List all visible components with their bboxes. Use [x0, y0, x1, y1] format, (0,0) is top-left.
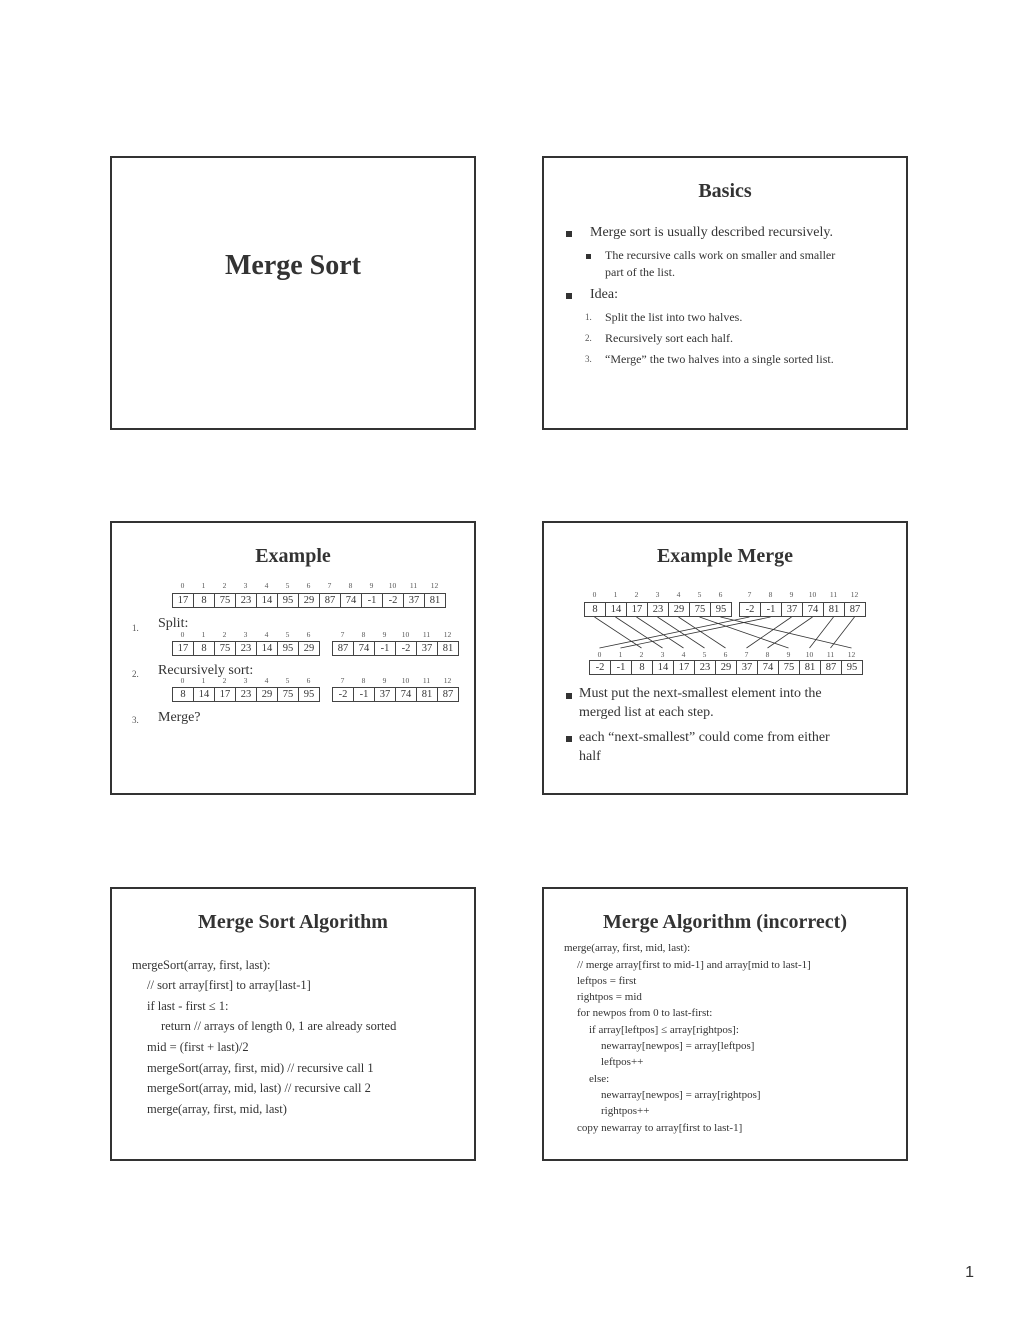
array-cell: -2 [332, 687, 354, 702]
array-cell: 8 [632, 660, 653, 675]
index-label: 7 [747, 590, 752, 599]
array-cell: 74 [341, 593, 362, 608]
array-cell: -1 [611, 660, 632, 675]
array-cell: 75 [690, 602, 711, 617]
index-label: 0 [180, 630, 185, 639]
index-label: 7 [744, 650, 749, 659]
array-cell: 81 [438, 641, 459, 656]
array-cell: -2 [383, 593, 404, 608]
array-cell: 23 [695, 660, 716, 675]
index-label: 9 [789, 590, 794, 599]
array-cell: 75 [215, 593, 236, 608]
index-label: 11 [409, 581, 418, 590]
index-label: 12 [443, 630, 452, 639]
index-label: 8 [361, 630, 366, 639]
array-cell: 8 [172, 687, 194, 702]
index-label: 9 [786, 650, 791, 659]
code-line: // sort array[first] to array[last-1] [147, 978, 311, 992]
array-cell: 29 [669, 602, 690, 617]
index-label: 4 [676, 590, 681, 599]
code-line: merge(array, first, mid, last): [564, 942, 691, 954]
index-label: 1 [618, 650, 623, 659]
sub-bullet-text: part of the list. [605, 265, 675, 279]
code-line: if array[leftpos] ≤ array[rightpos]: [589, 1024, 739, 1036]
array-cell: 74 [758, 660, 779, 675]
index-label: 1 [613, 590, 618, 599]
index-label: 11 [829, 590, 838, 599]
slide-main-title: Merge Sort [224, 250, 362, 281]
array-cell: 37 [737, 660, 758, 675]
array-cell: 37 [782, 602, 803, 617]
bullet-square-icon [566, 693, 572, 699]
index-label: 4 [681, 650, 686, 659]
slide-example [110, 521, 476, 795]
sorted-left-array [172, 687, 320, 702]
index-label: 12 [847, 650, 856, 659]
index-label: 5 [285, 630, 290, 639]
index-label: 2 [222, 630, 227, 639]
index-label: 6 [306, 630, 311, 639]
index-label: 9 [382, 630, 387, 639]
code-line: mergeSort(array, first, last): [132, 958, 271, 972]
index-label: 11 [826, 650, 835, 659]
index-label: 2 [222, 676, 227, 685]
index-label: 3 [243, 676, 248, 685]
step-text: Split: [158, 616, 189, 631]
sorted-right-array [332, 687, 459, 702]
array-cell: 17 [172, 593, 194, 608]
array-cell: 29 [257, 687, 278, 702]
array-cell: 95 [842, 660, 863, 675]
code-line: mergeSort(array, mid, last) // recursive call 2 [147, 1081, 371, 1095]
array-cell: 29 [299, 641, 320, 656]
index-label: 10 [805, 650, 814, 659]
array-cell: -1 [375, 641, 396, 656]
array-cell: 14 [194, 687, 215, 702]
index-label: 12 [430, 581, 439, 590]
merge-arrow-line [721, 617, 852, 648]
index-label: 8 [768, 590, 773, 599]
array-cell: 8 [194, 593, 215, 608]
index-label: 1 [201, 630, 206, 639]
page-number: 1 [965, 1264, 974, 1281]
array-cell: 17 [627, 602, 648, 617]
index-label: 9 [369, 581, 374, 590]
bullet-text: half [579, 749, 601, 764]
array-cell: 87 [438, 687, 459, 702]
index-label: 6 [306, 581, 311, 590]
slide-heading: Example [255, 545, 331, 567]
index-label: 9 [382, 676, 387, 685]
code-line: newarray[newpos] = array[rightpos] [601, 1089, 761, 1101]
index-label: 3 [660, 650, 665, 659]
merge-arrow-line [679, 617, 726, 648]
slide-heading: Basics [698, 180, 752, 202]
bullet-square-icon [566, 231, 572, 237]
array-cell: 14 [257, 641, 278, 656]
step-number: 2. [132, 669, 139, 679]
merge-arrow-line [831, 617, 855, 648]
array-cell: 17 [674, 660, 695, 675]
index-label: 7 [340, 676, 345, 685]
step-text: Recursively sort each half. [605, 331, 733, 345]
array-cell: 74 [354, 641, 375, 656]
array-cell: -1 [761, 602, 782, 617]
array-cell: 29 [716, 660, 737, 675]
index-label: 2 [634, 590, 639, 599]
array-cell: 81 [800, 660, 821, 675]
slide-title [110, 156, 476, 430]
array-cell: 87 [332, 641, 354, 656]
index-label: 8 [348, 581, 353, 590]
array-cell: 81 [824, 602, 845, 617]
code-line: rightpos++ [601, 1105, 650, 1117]
array-cell: 14 [606, 602, 627, 617]
index-label: 10 [401, 630, 410, 639]
code-line: mergeSort(array, first, mid) // recursive call 1 [147, 1061, 374, 1075]
index-label: 4 [264, 676, 269, 685]
index-label: 1 [201, 581, 206, 590]
step-number: 1. [132, 623, 139, 633]
slide-heading: Merge Algorithm (incorrect) [603, 911, 847, 933]
array-cell: 23 [236, 641, 257, 656]
index-label: 3 [655, 590, 660, 599]
code-line: else: [589, 1073, 610, 1085]
step-number: 2. [585, 333, 592, 343]
array-cell: 75 [779, 660, 800, 675]
index-label: 4 [264, 630, 269, 639]
index-label: 7 [327, 581, 332, 590]
index-label: 5 [702, 650, 707, 659]
code-line: mid = (first + last)/2 [147, 1040, 249, 1054]
array-cell: 8 [194, 641, 215, 656]
step-text: Recursively sort: [158, 663, 254, 678]
index-label: 8 [361, 676, 366, 685]
bullet-text: each “next-smallest” could come from either [579, 730, 830, 745]
step-text: “Merge” the two halves into a single sorted list. [605, 352, 834, 366]
slide-merge-algorithm [542, 887, 908, 1161]
index-label: 6 [723, 650, 728, 659]
bullet-text: Merge sort is usually described recursively. [590, 225, 833, 240]
index-label: 8 [765, 650, 770, 659]
index-label: 3 [243, 581, 248, 590]
slide-example-merge [542, 521, 908, 795]
array-cell: 23 [236, 593, 257, 608]
bullet-text: Idea: [590, 287, 618, 302]
index-label: 3 [243, 630, 248, 639]
array-cell: 23 [648, 602, 669, 617]
slide-heading: Example Merge [656, 545, 794, 567]
array-cell: 87 [821, 660, 842, 675]
array-cell: 17 [172, 641, 194, 656]
index-label: 11 [422, 676, 431, 685]
code-line: rightpos = mid [577, 991, 642, 1003]
array-cell: -2 [739, 602, 761, 617]
step-number: 3. [585, 354, 592, 364]
split-left-array [172, 641, 320, 656]
bullet-square-icon [566, 293, 572, 299]
sub-bullet-text: The recursive calls work on smaller and smaller [605, 248, 836, 262]
code-line: leftpos = first [577, 975, 637, 987]
merge-arrow-line [768, 617, 813, 648]
code-line: // merge array[first to mid-1] and array[mid to last-1] [577, 959, 811, 971]
index-label: 0 [597, 650, 602, 659]
array-cell: 29 [299, 593, 320, 608]
array-cell: 75 [278, 687, 299, 702]
array-cell: 23 [236, 687, 257, 702]
array-cell: 37 [404, 593, 425, 608]
array-cell: 95 [711, 602, 732, 617]
code-line: for newpos from 0 to last-first: [577, 1007, 713, 1019]
index-label: 0 [180, 581, 185, 590]
array-cell: -2 [396, 641, 417, 656]
array-cell: 87 [845, 602, 866, 617]
bullet-text: merged list at each step. [579, 705, 714, 720]
array-cell: 17 [215, 687, 236, 702]
split-right-array [332, 641, 459, 656]
slide-basics [542, 156, 908, 430]
index-label: 0 [592, 590, 597, 599]
array-cell: -2 [589, 660, 611, 675]
index-label: 12 [850, 590, 859, 599]
array-cell: 8 [584, 602, 606, 617]
merge-arrow-line [700, 617, 789, 648]
array-cell: 75 [215, 641, 236, 656]
index-label: 5 [285, 676, 290, 685]
code-line: newarray[newpos] = array[leftpos] [601, 1040, 755, 1052]
array-cell: 14 [653, 660, 674, 675]
index-label: 10 [808, 590, 817, 599]
index-label: 5 [697, 590, 702, 599]
bullet-square-icon [566, 736, 572, 742]
code-line: if last - first ≤ 1: [147, 999, 229, 1013]
array-cell: 95 [278, 593, 299, 608]
merge-arrow-line [810, 617, 834, 648]
index-label: 6 [718, 590, 723, 599]
code-line: leftpos++ [601, 1056, 644, 1068]
index-label: 6 [306, 676, 311, 685]
bullet-text: Must put the next-smallest element into the [579, 686, 822, 701]
array-cell: 81 [417, 687, 438, 702]
array-cell: 74 [803, 602, 824, 617]
original-array [172, 593, 446, 608]
index-label: 1 [201, 676, 206, 685]
step-number: 1. [585, 312, 592, 322]
index-label: 10 [388, 581, 397, 590]
array-cell: 95 [299, 687, 320, 702]
index-label: 5 [285, 581, 290, 590]
index-label: 12 [443, 676, 452, 685]
index-label: 7 [340, 630, 345, 639]
array-cell: -1 [354, 687, 375, 702]
array-cell: 74 [396, 687, 417, 702]
index-label: 2 [222, 581, 227, 590]
step-number: 3. [132, 715, 139, 725]
index-label: 10 [401, 676, 410, 685]
array-cell: 95 [278, 641, 299, 656]
index-label: 11 [422, 630, 431, 639]
code-line: merge(array, first, mid, last) [147, 1102, 287, 1116]
array-cell: 87 [320, 593, 341, 608]
index-label: 4 [264, 581, 269, 590]
slide-heading: Merge Sort Algorithm [198, 911, 388, 933]
slide-merge-sort-algorithm [110, 887, 476, 1161]
array-cell: 14 [257, 593, 278, 608]
index-label: 2 [639, 650, 644, 659]
step-text: Split the list into two halves. [605, 310, 743, 324]
array-cell: 37 [417, 641, 438, 656]
code-line: return // arrays of length 0, 1 are already sorted [161, 1019, 397, 1033]
array-cell: 81 [425, 593, 446, 608]
index-label: 0 [180, 676, 185, 685]
array-cell: -1 [362, 593, 383, 608]
bullet-square-icon [586, 254, 591, 259]
step-text: Merge? [158, 710, 201, 725]
merge-arrow-line [595, 617, 642, 648]
array-cell: 37 [375, 687, 396, 702]
code-line: copy newarray to array[first to last-1] [577, 1122, 743, 1134]
